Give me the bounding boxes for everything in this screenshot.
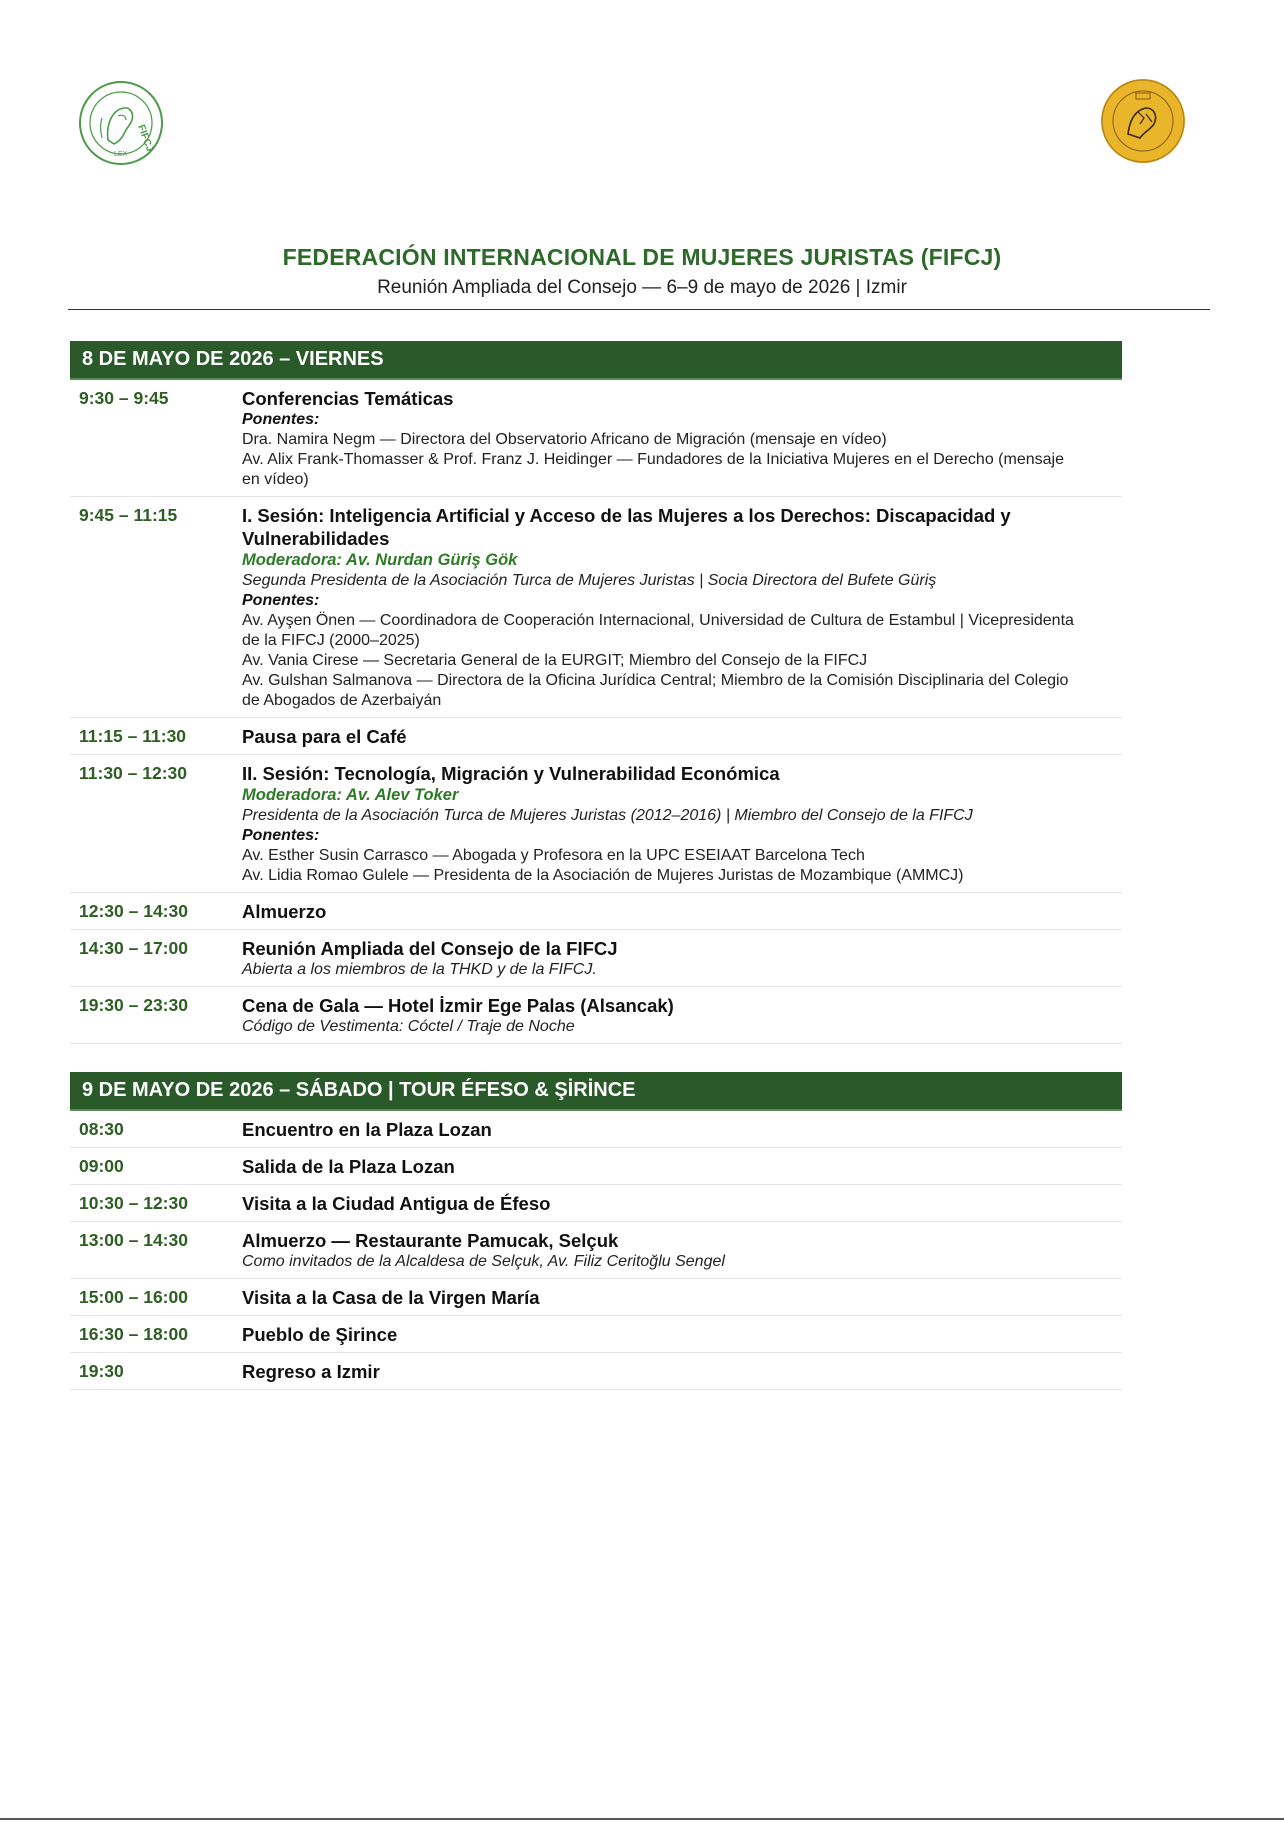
schedule-row	[70, 718, 1122, 755]
speaker-line: Av. Gulshan Salmanova — Directora de la Oficina Jurídica Central; Miembro de la Comisión Disciplinaria del Colegio de Abogados de Azerbaiyán	[242, 672, 1069, 709]
speaker-line: Av. Vania Cirese — Secretaria General de la EURGIT; Miembro del Consejo de la FIFCJ	[242, 652, 868, 669]
schedule-row	[70, 930, 1122, 987]
row-note: Código de Vestimenta: Cóctel / Traje de Noche	[242, 1018, 575, 1035]
row-time: 12:30 – 14:30	[79, 901, 188, 921]
page-bottom-border	[0, 1818, 1284, 1820]
row-title: I. Sesión: Inteligencia Artificial y Acceso de las Mujeres a los Derechos: Discapacidad y Vulnerabilidades	[242, 505, 1011, 549]
day-heading: 9 DE MAYO DE 2026 – SÁBADO | TOUR ÉFESO & ŞİRİNCE	[70, 1072, 1122, 1111]
row-time: 14:30 – 17:00	[79, 938, 188, 958]
row-title: Almuerzo — Restaurante Pamucak, Selçuk	[242, 1230, 619, 1251]
row-note: Abierta a los miembros de la THKD y de la FIFCJ.	[242, 961, 597, 978]
row-time: 13:00 – 14:30	[79, 1230, 188, 1250]
schedule-row	[70, 1279, 1122, 1316]
schedule-row	[70, 497, 1122, 718]
row-time: 9:30 – 9:45	[79, 388, 169, 408]
row-title: Regreso a Izmir	[242, 1361, 380, 1382]
moderator: Moderadora: Av. Nurdan Güriş Gök	[242, 551, 518, 569]
schedule-row	[70, 893, 1122, 930]
row-time: 19:30 – 23:30	[79, 995, 188, 1015]
svg-text:FIFCJ: FIFCJ	[135, 123, 156, 154]
row-title: Reunión Ampliada del Consejo de la FIFCJ	[242, 938, 618, 959]
row-title: Pausa para el Café	[242, 726, 407, 747]
row-title: Conferencias Temáticas	[242, 388, 454, 409]
day-heading: 8 DE MAYO DE 2026 – VIERNES	[70, 341, 1122, 380]
speaker-line: Av. Alix Frank-Thomasser & Prof. Franz J. Heidinger — Fundadores de la Iniciativa Mujeres en el Derecho (mensaje en vídeo)	[242, 451, 1064, 488]
schedule-row	[70, 987, 1122, 1044]
thkd-logo	[1100, 78, 1186, 164]
moderator-role: Presidenta de la Asociación Turca de Mujeres Juristas (2012–2016) | Miembro del Consejo de la FIFCJ	[242, 807, 973, 824]
row-time: 10:30 – 12:30	[79, 1193, 188, 1213]
speakers-label: Ponentes:	[242, 827, 320, 844]
header-divider	[68, 309, 1210, 310]
row-title: Cena de Gala — Hotel İzmir Ege Palas (Alsancak)	[242, 995, 674, 1016]
row-time: 19:30	[79, 1361, 124, 1381]
row-title: Pueblo de Şirince	[242, 1324, 398, 1345]
speaker-line: Av. Lidia Romao Gulele — Presidenta de la Asociación de Mujeres Juristas de Mozambique (AMMCJ)	[242, 867, 964, 884]
document-title: FEDERACIÓN INTERNACIONAL DE MUJERES JURISTAS (FIFCJ)	[282, 244, 1002, 270]
speakers-label: Ponentes:	[242, 592, 320, 609]
schedule-row	[70, 1222, 1122, 1279]
row-title: II. Sesión: Tecnología, Migración y Vulnerabilidad Económica	[242, 763, 780, 784]
row-title: Encuentro en la Plaza Lozan	[242, 1119, 492, 1140]
row-time: 9:45 – 11:15	[79, 505, 178, 525]
row-time: 11:15 – 11:30	[79, 726, 187, 746]
row-title: Almuerzo	[242, 901, 327, 922]
row-time: 11:30 – 12:30	[79, 763, 188, 783]
row-title: Visita a la Ciudad Antigua de Éfeso	[242, 1193, 551, 1214]
schedule-row	[70, 380, 1122, 497]
speaker-line: Av. Esther Susin Carrasco — Abogada y Profesora en la UPC ESEIAAT Barcelona Tech	[242, 847, 865, 864]
day-section-may-8	[70, 341, 1122, 1044]
schedule-row	[70, 755, 1122, 893]
schedule-row	[70, 1111, 1122, 1148]
speakers-label: Ponentes:	[242, 411, 320, 428]
document-header	[0, 244, 1284, 299]
row-time: 08:30	[79, 1119, 124, 1139]
row-title: Salida de la Plaza Lozan	[242, 1156, 455, 1177]
row-time: 09:00	[79, 1156, 124, 1176]
svg-text:LEX: LEX	[114, 151, 128, 158]
speaker-line: Av. Ayşen Önen — Coordinadora de Cooperación Internacional, Universidad de Cultura de Estambul | Vicepresidenta de la FIFCJ (2000–2025)	[242, 612, 1074, 649]
row-time: 15:00 – 16:00	[79, 1287, 188, 1307]
speaker-line: Dra. Namira Negm — Directora del Observatorio Africano de Migración (mensaje en vídeo)	[242, 431, 887, 448]
schedule-row	[70, 1316, 1122, 1353]
row-note: Como invitados de la Alcaldesa de Selçuk, Av. Filiz Ceritoğlu Sengel	[242, 1253, 725, 1270]
moderator: Moderadora: Av. Alev Toker	[242, 786, 459, 804]
document-subtitle: Reunión Ampliada del Consejo — 6–9 de mayo de 2026 | Izmir	[377, 277, 907, 298]
schedule-row	[70, 1353, 1122, 1390]
row-title: Visita a la Casa de la Virgen María	[242, 1287, 540, 1308]
schedule-row	[70, 1148, 1122, 1185]
fifcj-logo	[78, 80, 164, 166]
moderator-role: Segunda Presidenta de la Asociación Turca de Mujeres Juristas | Socia Directora del Bufete Güriş	[242, 572, 937, 589]
schedule-row	[70, 1185, 1122, 1222]
row-time: 16:30 – 18:00	[79, 1324, 188, 1344]
day-section-may-9	[70, 1072, 1122, 1390]
